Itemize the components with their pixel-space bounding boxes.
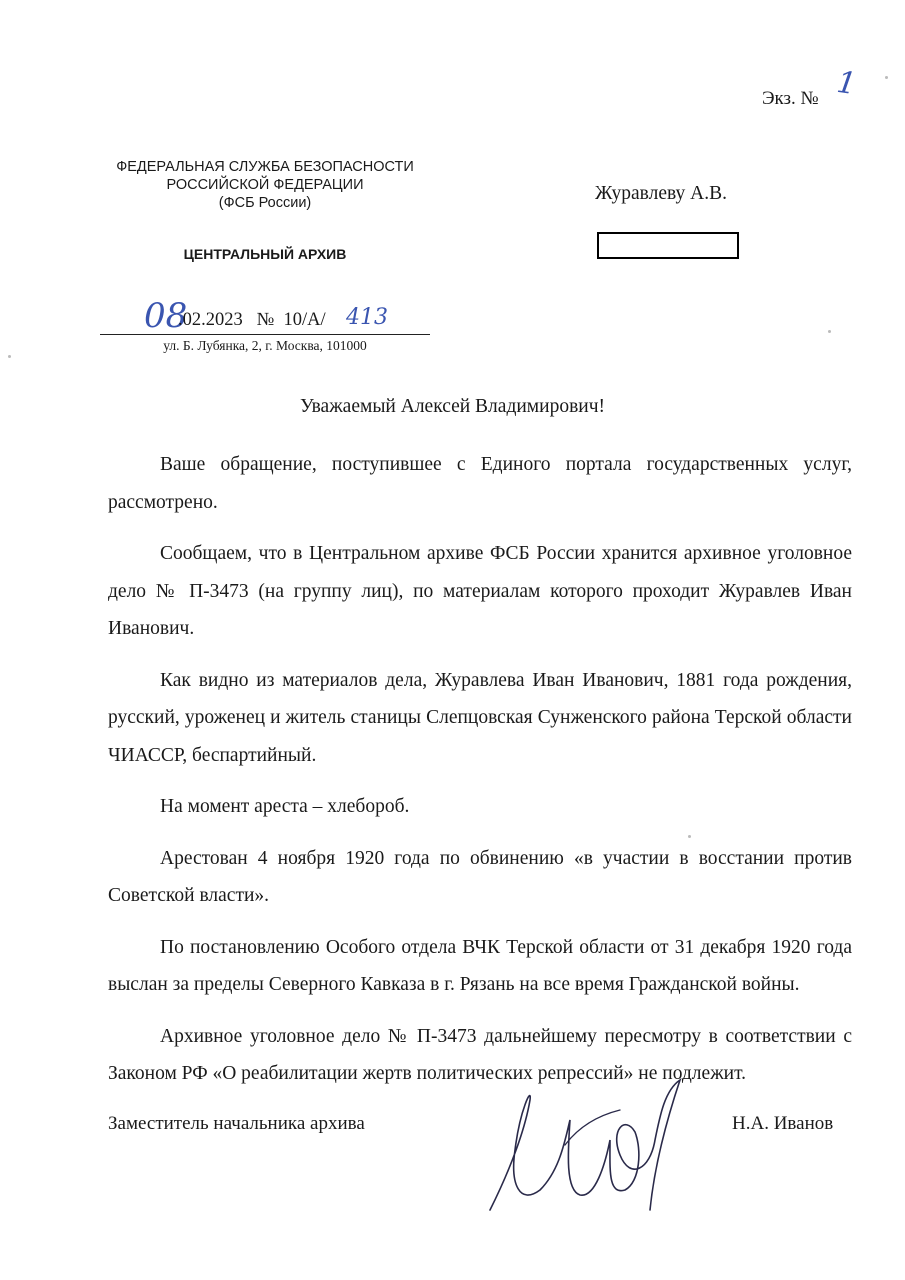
signer-name: Н.А. Иванов xyxy=(732,1113,834,1134)
date-number-line xyxy=(100,296,430,336)
date-printed: .02.2023 № 10/А/ xyxy=(178,310,326,330)
org-line-1: ФЕДЕРАЛЬНАЯ СЛУЖБА БЕЗОПАСНОСТИ xyxy=(116,159,414,175)
paragraph: Ваше обращение, поступившее с Единого портала государственных услуг, рассмотрено. xyxy=(108,454,852,513)
paragraph: Арестован 4 ноября 1920 года по обвинению «в участии в восстании против Советской власти». xyxy=(108,847,852,906)
greeting: Уважаемый Алексей Владимирович! xyxy=(299,396,606,417)
archive-name: ЦЕНТРАЛЬНЫЙ АРХИВ xyxy=(183,246,347,262)
scan-speck xyxy=(828,330,831,333)
copy-label: Экз. № xyxy=(762,88,819,109)
recipient: Журавлеву А.В. xyxy=(595,183,728,204)
paragraph: Архивное уголовное дело № П-3473 дальнейшему пересмотру в соответствии с Законом РФ «О реабилитации жертв политических репрессий» не подлежит. xyxy=(108,1025,852,1084)
letter-body xyxy=(108,446,852,1107)
org-line-3: (ФСБ России) xyxy=(218,195,312,211)
redacted-box xyxy=(597,232,739,259)
copy-number xyxy=(762,64,859,110)
ref-number-handwritten: 413 xyxy=(346,305,388,330)
paragraph: По постановлению Особого отдела ВЧК Терской области от 31 декабря 1920 года выслан за пределы Северного Кавказа в г. Рязань на все время Гражданской войны. xyxy=(108,936,852,995)
copy-number-handwritten: 1 xyxy=(834,64,859,103)
paragraph: На момент ареста – хлебороб. xyxy=(160,796,410,817)
org-line-2: РОССИЙСКОЙ ФЕДЕРАЦИИ xyxy=(166,177,364,193)
signer-title: Заместитель начальника архива xyxy=(108,1113,365,1134)
date-day-handwritten: 08 xyxy=(144,296,188,336)
handwritten-signature xyxy=(470,1070,700,1220)
paragraph: Сообщаем, что в Центральном архиве ФСБ России хранится архивное уголовное дело № П-3473 (на группу лиц), по материалам которого проходит Журавлев Иван Иванович. xyxy=(108,543,852,639)
scan-speck xyxy=(885,76,888,79)
address: ул. Б. Лубянка, 2, г. Москва, 101000 xyxy=(163,338,367,353)
scan-speck xyxy=(688,835,691,838)
organization-header xyxy=(100,158,430,212)
paragraph: Как видно из материалов дела, Журавлева Иван Иванович, 1881 года рождения, русский, уроженец и житель станицы Слепцовская Сунженского района Терской области ЧИАССР, беспартийный. xyxy=(108,669,852,766)
scan-speck xyxy=(8,355,11,358)
